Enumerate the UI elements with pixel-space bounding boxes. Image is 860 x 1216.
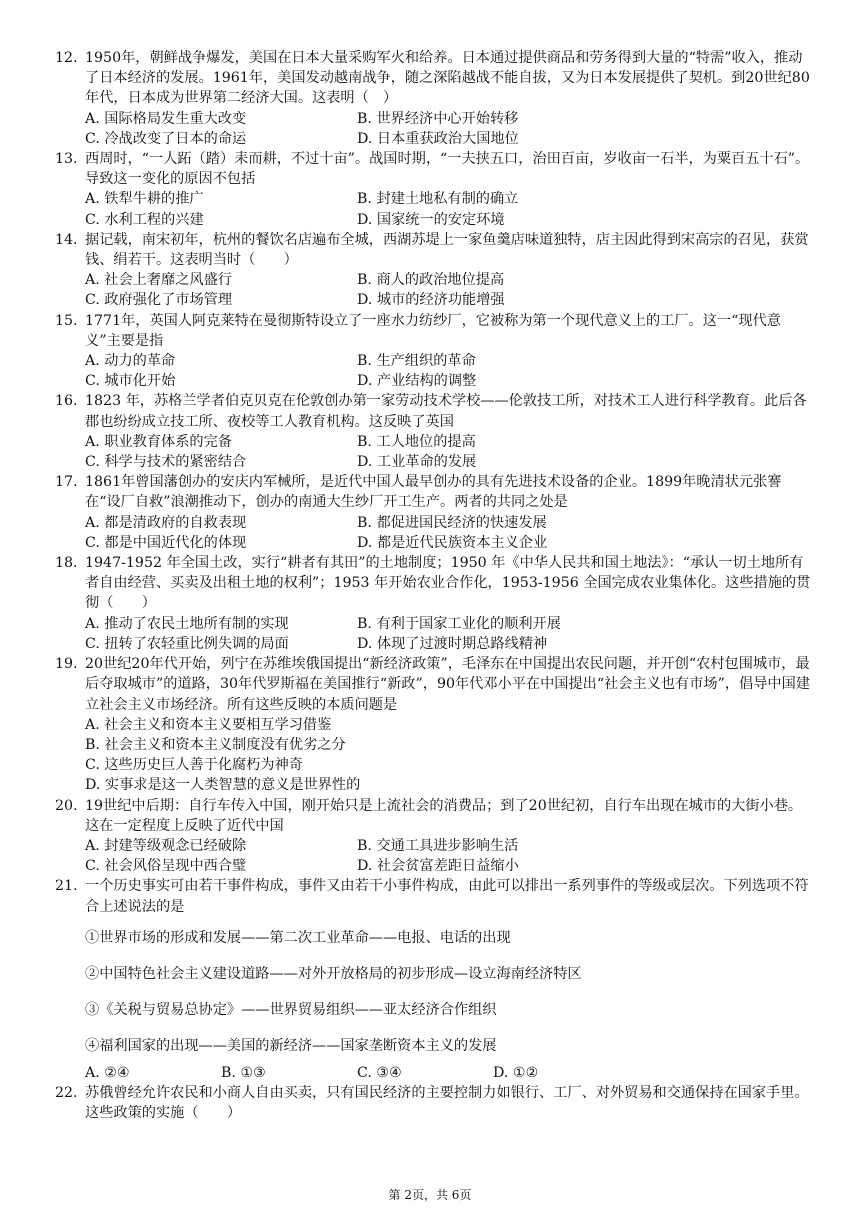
question-number: 13.: [55, 151, 78, 168]
question-stem: 1823 年，苏格兰学者伯克贝克在伦敦创办第一家劳动技术学校——伦敦技工所，对技术工人进行科学教育。此后各郡也纷纷成立技工所、夜校等工人教育机构。这反映了英国: [85, 393, 807, 430]
question-number: 12.: [55, 50, 78, 66]
options: [85, 513, 815, 553]
question-19: [55, 654, 815, 795]
option-b: B. 社会主义和资本主义制度没有优劣之分: [85, 736, 346, 753]
page-footer: 第 2页，共 6页: [388, 1188, 472, 1202]
question-number: 16.: [55, 393, 78, 410]
question-stem: 一个历史事实可由若干事件构成，事件又由若干小事件构成，由此可以排出一系列事件的等级或层次。下列选项不符合上述说法的是: [85, 878, 809, 915]
question-stem: 西周时，“一人跖（踏）耒而耕，不过十亩”。战国时期，“一夫挟五口，治田百亩，岁收亩一石半，为粟百五十石”。导致这一变化的原因不包括: [85, 151, 810, 188]
option-b: B. 交通工具进步影响生活: [357, 837, 519, 854]
options: [85, 432, 815, 472]
question-stem: 20世纪20年代开始，列宁在苏维埃俄国提出“新经济政策”，毛泽东在中国提出农民问题，并开创“农村包围城市，最后夺取城市”的道路，30年代罗斯福在美国推行“新政”，90年代邓小平在中国提出“社会主义也有市场”，倡导中国建立社会主义市场经济。所有这些反映的本质问题是: [85, 656, 810, 713]
option-c: C. ③④: [357, 1064, 402, 1081]
option-c: C. 城市化开始: [85, 373, 176, 390]
question-number: 20.: [55, 797, 78, 814]
options: [85, 836, 815, 876]
question-stem: 1947-1952 年全国土改，实行“耕者有其田”的土地制度；1950 年《中华人民共和国土地法》：“承认一切土地所有者自由经营、买卖及出租土地的权利”；1953 年开始农业合作化，1953-1956 全国完成农业集体化。这些措施的贯彻（ ）: [85, 555, 811, 612]
question-number: 22.: [55, 1084, 78, 1101]
question-stem: 1861年曾国藩创办的安庆内军械所，是近代中国人最早创办的具有先进技术设备的企业。1899年晚清状元张謇在“设厂自救”浪潮推动下，创办的南通大生纱厂开工生产。两者的共同之处是: [85, 474, 782, 511]
option-d: D. ①②: [493, 1064, 539, 1081]
options: [85, 109, 815, 149]
option-b: B. 都促进国民经济的快速发展: [357, 514, 547, 531]
option-b: B. 商人的政治地位提高: [357, 272, 505, 289]
option-d: D. 国家统一的安定环境: [357, 211, 505, 228]
option-c: C. 社会风俗呈现中西合璧: [85, 858, 247, 875]
option-a: A. 社会主义和资本主义要相互学习借鉴: [85, 716, 332, 733]
option-a: A. 都是清政府的自救表现: [85, 514, 247, 531]
question-number: 19.: [55, 656, 78, 673]
question-stem: 据记载，南宋初年，杭州的餐饮名店遍布全城，西湖苏堤上一家鱼羹店味道独特，店主因此得到宋高宗的召见，获赏钱、绢若干。这表明当时（ ）: [85, 231, 809, 269]
option-c: C. 都是中国近代化的体现: [85, 534, 247, 551]
option-c: C. 扭转了农轻重比例失调的局面: [85, 635, 289, 652]
question-21: [55, 876, 815, 1082]
option-d: D. 实事求是这一人类智慧的意义是世界性的: [85, 777, 361, 794]
statement-item: ②中国特色社会主义建设道路——对外开放格局的初步形成—设立海南经济特区: [85, 965, 582, 982]
option-c: C. 政府强化了市场管理: [85, 292, 233, 309]
question-stem: 1771年，英国人阿克莱特在曼彻斯特设立了一座水力纺纱厂，它被称为第一个现代意义上的工厂。这一“现代意义”主要是指: [85, 312, 781, 349]
question-stem: 19世纪中后期：自行车传入中国，刚开始只是上流社会的消费品；到了20世纪初，自行车出现在城市的大街小巷。这在一定程度上反映了近代中国: [85, 797, 803, 834]
option-a: A. 推动了农民土地所有制的实现: [85, 615, 289, 632]
option-a: A. 铁犁牛耕的推广: [85, 191, 204, 208]
option-b: B. 工人地位的提高: [357, 433, 476, 450]
statement-item: ①世界市场的形成和发展——第二次工业革命——电报、电话的出现: [85, 929, 511, 946]
question-20: [55, 796, 815, 877]
question-22: [55, 1083, 815, 1123]
option-b: B. ①③: [221, 1064, 266, 1081]
option-c: C. 科学与技术的紧密结合: [85, 454, 247, 471]
question-17: [55, 472, 815, 553]
option-a: A. 封建等级观念已经破除: [85, 837, 247, 854]
option-a: A. ②④: [85, 1064, 130, 1081]
question-14: [55, 230, 815, 311]
question-18: [55, 553, 815, 654]
question-stem: 苏俄曾经允许农民和小商人自由买卖，只有国民经济的主要控制力如银行、工厂、对外贸易和交通保持在国家手里。这些政策的实施（ ）: [85, 1084, 809, 1121]
options: [85, 270, 815, 310]
options: [85, 189, 815, 229]
question-15: [55, 311, 815, 392]
option-d: D. 都是近代民族资本主义企业: [357, 534, 548, 551]
options: [85, 351, 815, 391]
question-stem: 1950年，朝鲜战争爆发，美国在日本大量采购军火和给养。日本通过提供商品和劳务得到大量的“特需”收入，推动了日本经济的发展。1961年，美国发动越南战争，随之深陷越战不能自拔，又为日本发展提供了契机。到20世纪80年代，日本成为世界第二经济大国。这表明（ ）: [85, 50, 810, 107]
option-d: D. 城市的经济功能增强: [357, 292, 505, 309]
question-number: 18.: [55, 555, 78, 572]
option-c: C. 水利工程的兴建: [85, 211, 204, 228]
option-b: B. 世界经济中心开始转移: [357, 110, 519, 127]
exam-page: [55, 48, 815, 1123]
statement-item: ④福利国家的出现——美国的新经济——国家垄断资本主义的发展: [85, 1038, 497, 1055]
option-b: B. 封建土地私有制的确立: [357, 191, 519, 208]
option-d: D. 产业结构的调整: [357, 373, 477, 390]
question-number: 21.: [55, 878, 78, 895]
option-c: C. 冷战改变了日本的命运: [85, 130, 247, 147]
statement-item: ③《关税与贸易总协定》——世界贸易组织——亚太经济合作组织: [85, 1002, 497, 1019]
question-number: 15.: [55, 312, 78, 329]
option-d: D. 日本重获政治大国地位: [357, 130, 519, 147]
option-a: A. 社会上奢靡之风盛行: [85, 272, 232, 289]
option-c: C. 这些历史巨人善于化腐朽为神奇: [85, 757, 303, 774]
option-d: D. 工业革命的发展: [357, 454, 477, 471]
question-number: 14.: [55, 231, 78, 248]
option-a: A. 国际格局发生重大改变: [85, 110, 247, 127]
options: [85, 614, 815, 654]
option-b: B. 生产组织的革命: [357, 353, 476, 370]
option-b: B. 有利于国家工业化的顺利开展: [357, 615, 561, 632]
question-number: 17.: [55, 474, 78, 491]
question-12: [55, 48, 815, 149]
option-a: A. 职业教育体系的完备: [85, 433, 232, 450]
question-13: [55, 149, 815, 230]
question-16: [55, 391, 815, 472]
option-a: A. 动力的革命: [85, 353, 176, 370]
options: [85, 1063, 815, 1083]
option-d: D. 体现了过渡时期总路线精神: [357, 635, 548, 652]
option-d: D. 社会贫富差距日益缩小: [357, 858, 519, 875]
